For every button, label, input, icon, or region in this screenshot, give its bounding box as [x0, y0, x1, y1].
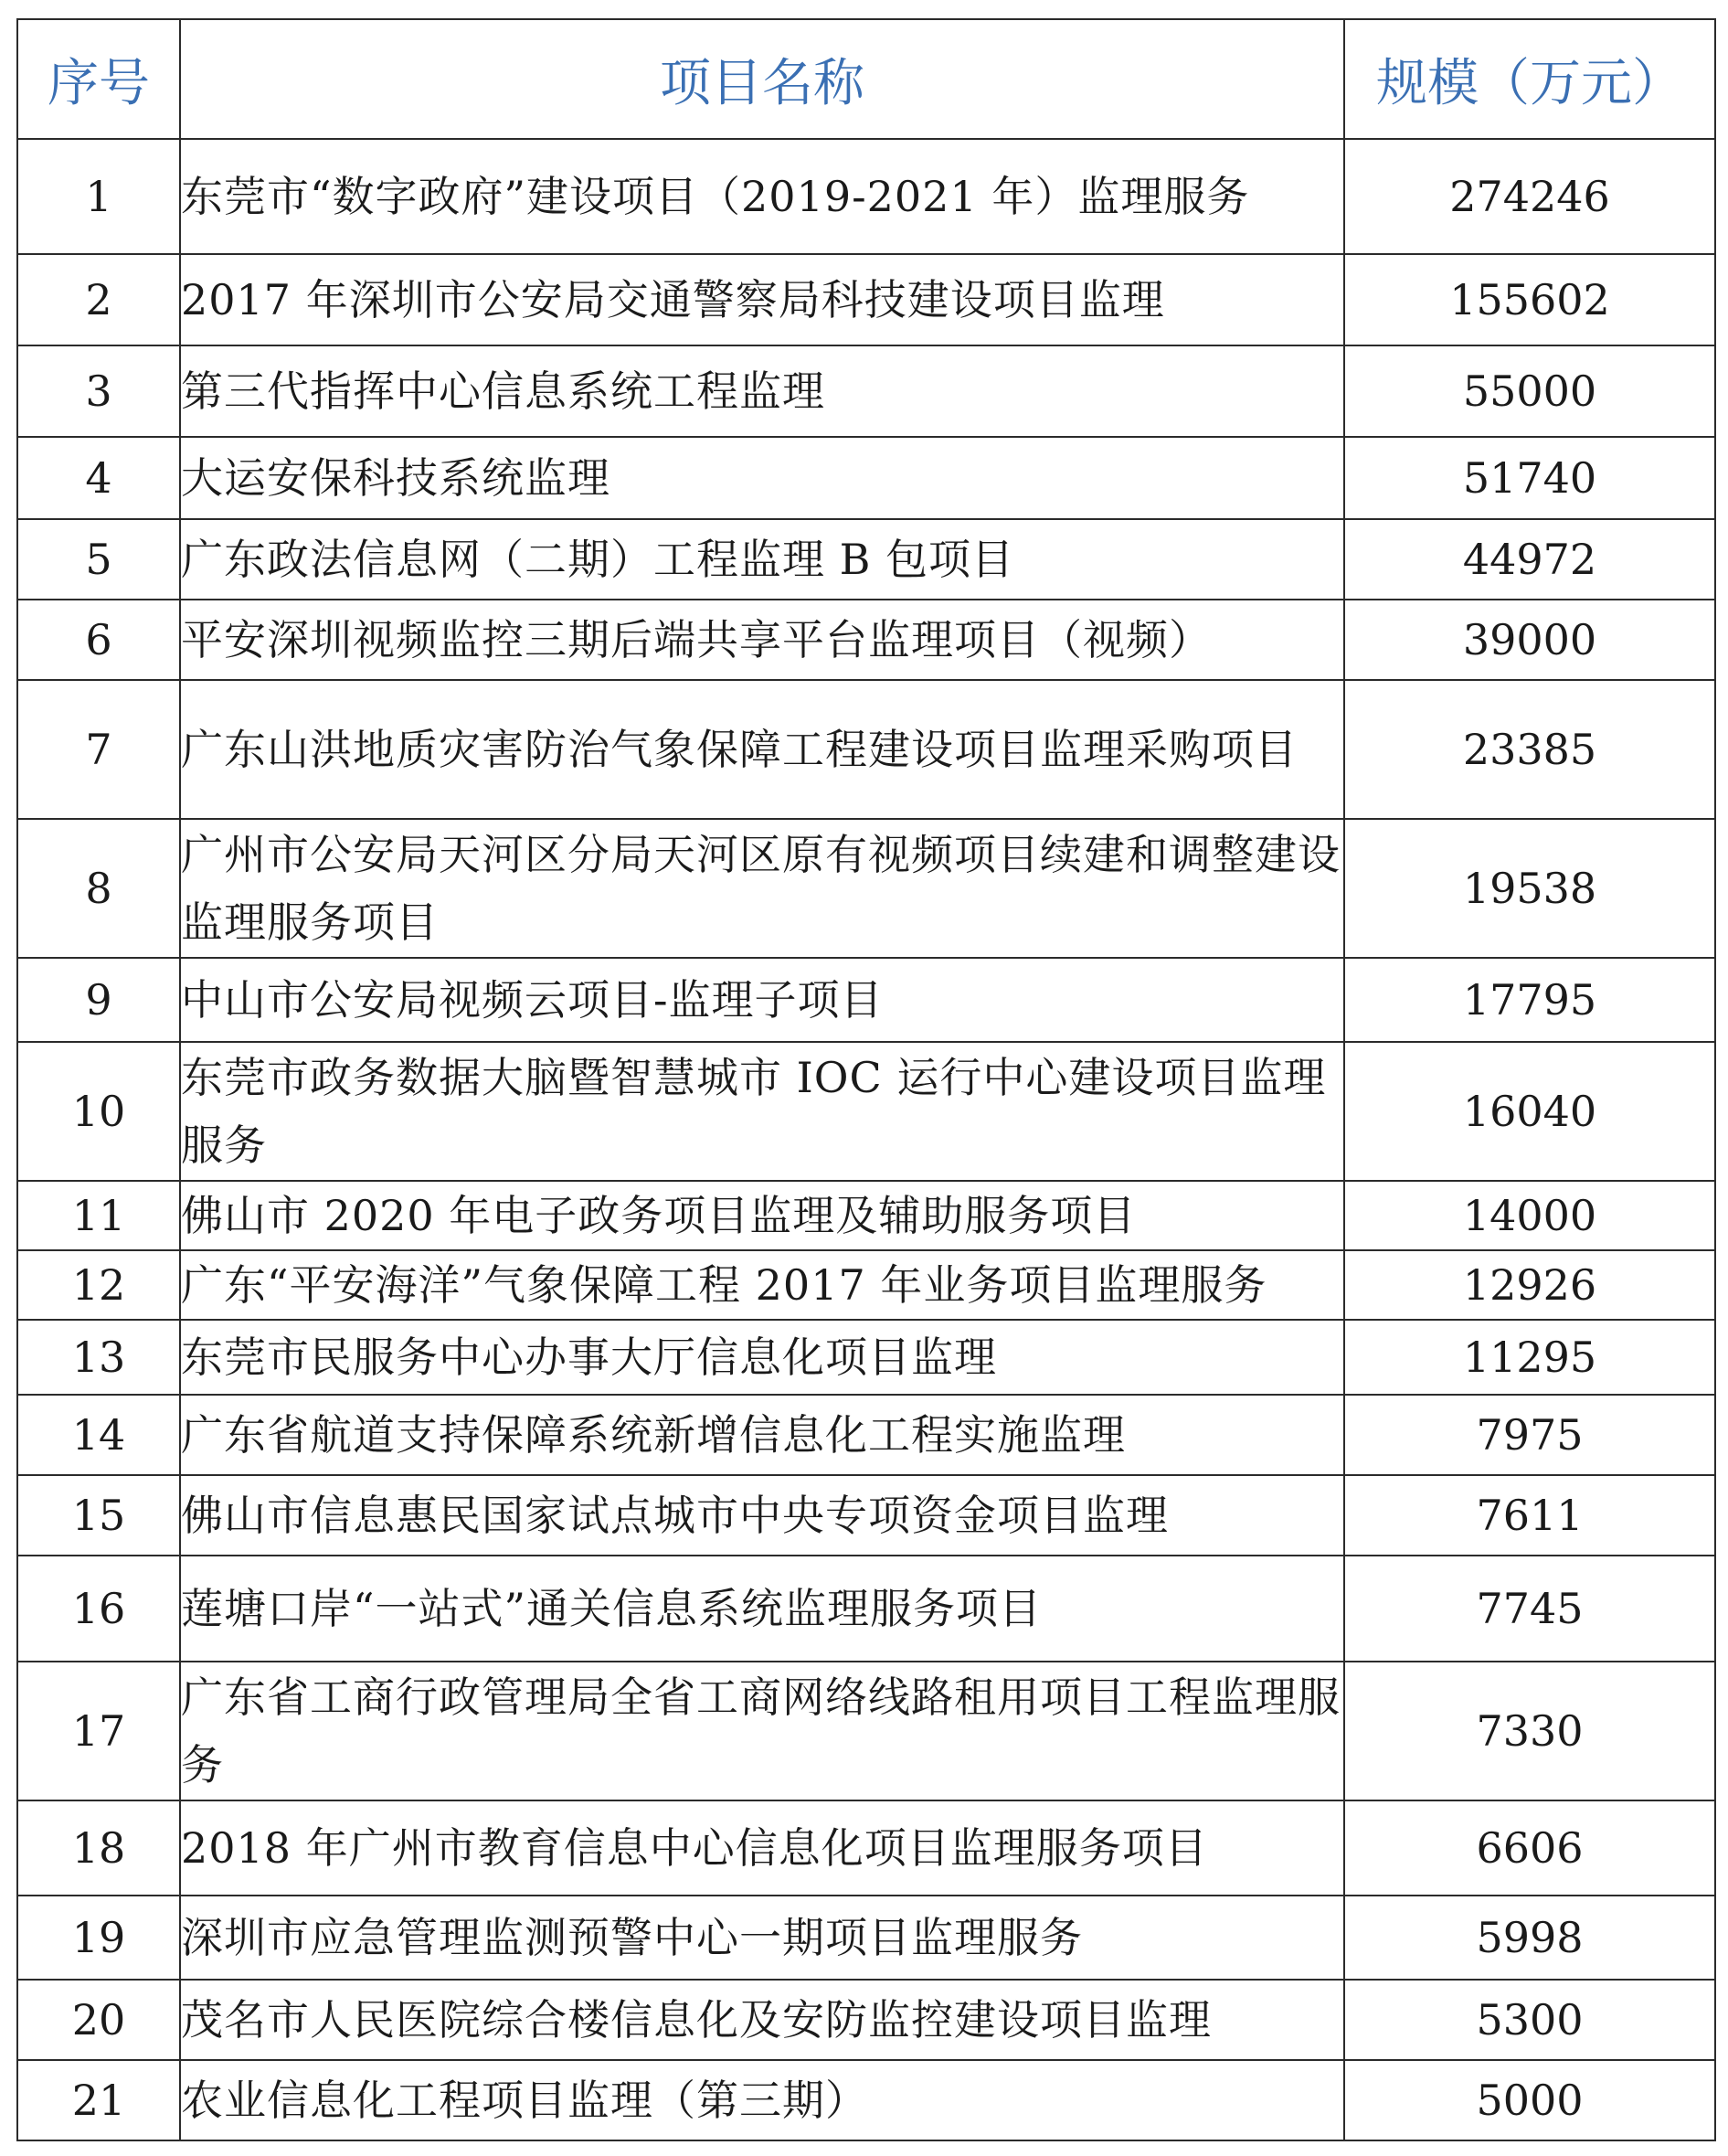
row-index: 2 — [17, 254, 180, 345]
row-index: 8 — [17, 819, 180, 958]
table-row — [17, 1896, 1715, 1980]
row-index: 10 — [17, 1042, 180, 1181]
row-index: 19 — [17, 1896, 180, 1980]
row-scale: 12926 — [1344, 1250, 1715, 1320]
table-row — [17, 139, 1715, 254]
table-row — [17, 437, 1715, 519]
row-index: 9 — [17, 958, 180, 1042]
row-scale: 7611 — [1344, 1475, 1715, 1556]
table-row — [17, 1800, 1715, 1896]
row-project-name: 广东政法信息网（二期）工程监理 B 包项目 — [180, 519, 1344, 600]
row-scale: 7745 — [1344, 1556, 1715, 1662]
row-project-name: 东莞市政务数据大脑暨智慧城市 IOC 运行中心建设项目监理服务 — [180, 1042, 1344, 1181]
project-table — [16, 18, 1716, 2141]
table-row — [17, 1250, 1715, 1320]
row-index: 1 — [17, 139, 180, 254]
row-project-name: 东莞市“数字政府”建设项目（2019-2021 年）监理服务 — [180, 139, 1344, 254]
row-project-name: 莲塘口岸“一站式”通关信息系统监理服务项目 — [180, 1556, 1344, 1662]
row-scale: 7330 — [1344, 1662, 1715, 1800]
table-row — [17, 2060, 1715, 2140]
row-scale: 14000 — [1344, 1181, 1715, 1250]
row-project-name: 农业信息化工程项目监理（第三期） — [180, 2060, 1344, 2140]
row-scale: 5000 — [1344, 2060, 1715, 2140]
row-index: 13 — [17, 1320, 180, 1395]
row-index: 12 — [17, 1250, 180, 1320]
row-index: 14 — [17, 1395, 180, 1475]
table-row — [17, 680, 1715, 819]
table-row — [17, 1181, 1715, 1250]
table-row — [17, 958, 1715, 1042]
row-scale: 19538 — [1344, 819, 1715, 958]
row-index: 21 — [17, 2060, 180, 2140]
table-row — [17, 1556, 1715, 1662]
row-scale: 155602 — [1344, 254, 1715, 345]
row-project-name: 广东省航道支持保障系统新增信息化工程实施监理 — [180, 1395, 1344, 1475]
table-row — [17, 600, 1715, 680]
row-project-name: 广州市公安局天河区分局天河区原有视频项目续建和调整建设监理服务项目 — [180, 819, 1344, 958]
row-scale: 16040 — [1344, 1042, 1715, 1181]
row-scale: 55000 — [1344, 345, 1715, 437]
row-project-name: 广东省工商行政管理局全省工商网络线路租用项目工程监理服务 — [180, 1662, 1344, 1800]
row-project-name: 广东“平安海洋”气象保障工程 2017 年业务项目监理服务 — [180, 1250, 1344, 1320]
header-row — [17, 19, 1715, 139]
row-project-name: 平安深圳视频监控三期后端共享平台监理项目（视频） — [180, 600, 1344, 680]
row-project-name: 深圳市应急管理监测预警中心一期项目监理服务 — [180, 1896, 1344, 1980]
row-project-name: 第三代指挥中心信息系统工程监理 — [180, 345, 1344, 437]
row-scale: 11295 — [1344, 1320, 1715, 1395]
row-scale: 5998 — [1344, 1896, 1715, 1980]
table-row — [17, 345, 1715, 437]
row-project-name: 中山市公安局视频云项目-监理子项目 — [180, 958, 1344, 1042]
row-scale: 6606 — [1344, 1800, 1715, 1896]
row-index: 15 — [17, 1475, 180, 1556]
table-row — [17, 1980, 1715, 2060]
table-row — [17, 1320, 1715, 1395]
row-scale: 7975 — [1344, 1395, 1715, 1475]
table-row — [17, 254, 1715, 345]
row-project-name: 东莞市民服务中心办事大厅信息化项目监理 — [180, 1320, 1344, 1395]
row-scale: 44972 — [1344, 519, 1715, 600]
row-scale: 5300 — [1344, 1980, 1715, 2060]
row-scale: 274246 — [1344, 139, 1715, 254]
table-body — [17, 139, 1715, 2140]
row-index: 7 — [17, 680, 180, 819]
table-row — [17, 819, 1715, 958]
row-scale: 17795 — [1344, 958, 1715, 1042]
row-index: 5 — [17, 519, 180, 600]
row-project-name: 大运安保科技系统监理 — [180, 437, 1344, 519]
row-project-name: 广东山洪地质灾害防治气象保障工程建设项目监理采购项目 — [180, 680, 1344, 819]
row-project-name: 佛山市 2020 年电子政务项目监理及辅助服务项目 — [180, 1181, 1344, 1250]
table-row — [17, 1042, 1715, 1181]
row-index: 6 — [17, 600, 180, 680]
header-project-name: 项目名称 — [180, 19, 1344, 139]
row-project-name: 2018 年广州市教育信息中心信息化项目监理服务项目 — [180, 1800, 1344, 1896]
row-scale: 39000 — [1344, 600, 1715, 680]
table-row — [17, 519, 1715, 600]
table-row — [17, 1475, 1715, 1556]
row-scale: 51740 — [1344, 437, 1715, 519]
row-index: 3 — [17, 345, 180, 437]
table-row — [17, 1662, 1715, 1800]
row-project-name: 茂名市人民医院综合楼信息化及安防监控建设项目监理 — [180, 1980, 1344, 2060]
row-project-name: 佛山市信息惠民国家试点城市中央专项资金项目监理 — [180, 1475, 1344, 1556]
row-index: 4 — [17, 437, 180, 519]
row-index: 17 — [17, 1662, 180, 1800]
table-row — [17, 1395, 1715, 1475]
row-index: 11 — [17, 1181, 180, 1250]
row-index: 18 — [17, 1800, 180, 1896]
row-project-name: 2017 年深圳市公安局交通警察局科技建设项目监理 — [180, 254, 1344, 345]
row-scale: 23385 — [1344, 680, 1715, 819]
row-index: 16 — [17, 1556, 180, 1662]
row-index: 20 — [17, 1980, 180, 2060]
header-scale: 规模（万元） — [1344, 19, 1715, 139]
header-index: 序号 — [17, 19, 180, 139]
